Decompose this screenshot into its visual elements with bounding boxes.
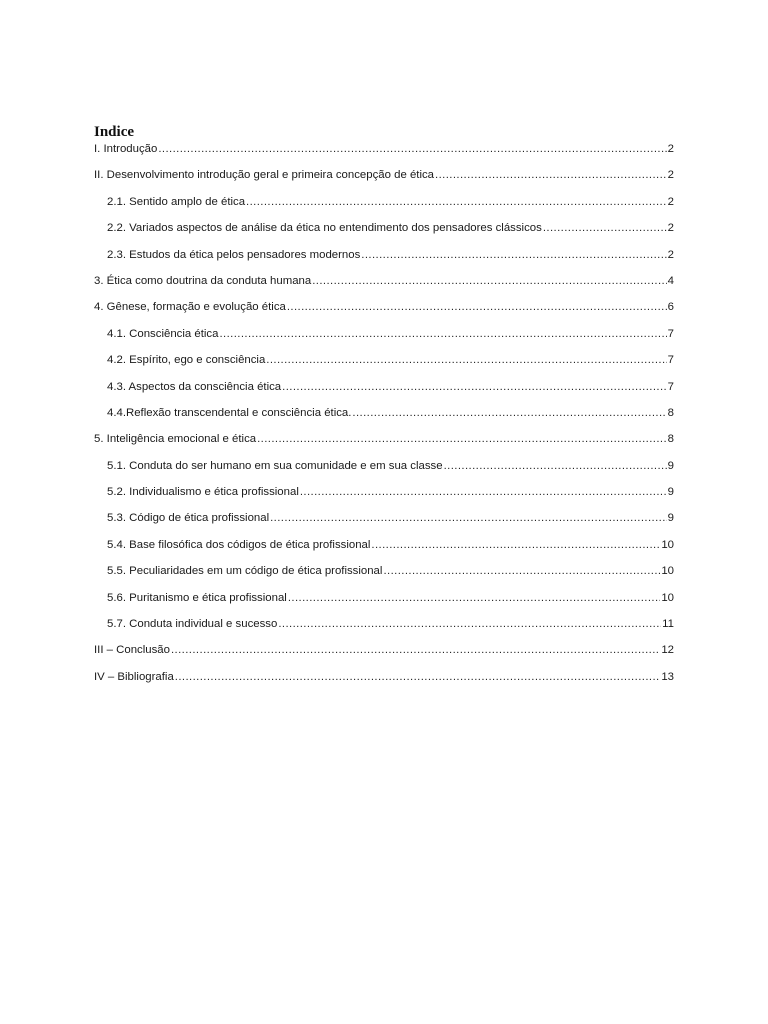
dot-leader: [543, 222, 667, 234]
dot-leader: [435, 169, 667, 181]
dot-leader: [300, 486, 667, 498]
toc-entry-page-number: 10: [661, 565, 674, 578]
dot-leader: [282, 381, 667, 393]
toc-entry-label: 4.1. Consciência ética: [107, 327, 219, 340]
toc-entry-page-number: 6: [667, 301, 674, 314]
toc-entry-label: I. Introdução: [94, 143, 158, 155]
toc-entry[interactable]: [94, 381, 674, 407]
toc-entry-page-number: 2: [667, 169, 674, 182]
toc-entry-label: 5.3. Código de ética profissional: [107, 512, 270, 525]
toc-entry-page-number: 9: [667, 459, 674, 472]
toc-entry[interactable]: [94, 196, 674, 222]
toc-entry-page-number: 12: [661, 644, 674, 657]
dot-leader: [246, 196, 667, 208]
dot-leader: [312, 275, 666, 287]
toc-entry[interactable]: [94, 460, 674, 486]
toc-entry-page-number: 7: [667, 380, 674, 393]
toc-entry[interactable]: [94, 433, 674, 459]
dot-leader: [175, 671, 661, 683]
toc-entry-page-number: 10: [661, 591, 674, 604]
toc-entry-page-number: 9: [667, 512, 674, 525]
toc-entry[interactable]: [94, 143, 674, 169]
toc-entry[interactable]: [94, 539, 674, 565]
dot-leader: [270, 512, 667, 524]
table-of-contents: [94, 143, 674, 697]
toc-entry[interactable]: [94, 169, 674, 195]
toc-entry[interactable]: [94, 407, 674, 433]
dot-leader: [158, 143, 666, 155]
toc-entry[interactable]: [94, 328, 674, 354]
toc-entry[interactable]: [94, 301, 674, 327]
toc-entry-page-number: 4: [667, 274, 674, 287]
dot-leader: [371, 539, 660, 551]
toc-entry-page-number: 13: [661, 670, 674, 683]
toc-entry-label: 2.3. Estudos da ética pelos pensadores modernos: [107, 248, 361, 261]
toc-entry-label: 4.3. Aspectos da consciência ética: [107, 380, 282, 393]
toc-entry-label: 5.7. Conduta individual e sucesso: [107, 618, 278, 631]
toc-entry[interactable]: [94, 644, 674, 670]
toc-entry-page-number: 10: [661, 538, 674, 551]
dot-leader: [288, 592, 661, 604]
toc-entry-page-number: 11: [662, 618, 674, 631]
toc-entry-page-number: 2: [667, 248, 674, 261]
dot-leader: [266, 354, 666, 366]
dot-leader: [361, 249, 666, 261]
toc-entry[interactable]: [94, 592, 674, 618]
toc-entry-label: 3. Ética como doutrina da conduta humana: [94, 274, 312, 287]
dot-leader: [171, 644, 660, 656]
toc-entry-label: 5.6. Puritanismo e ética profissional: [107, 591, 287, 604]
toc-entry[interactable]: [94, 512, 674, 538]
dot-leader: [352, 407, 666, 419]
toc-entry-page-number: 2: [667, 222, 674, 235]
toc-entry-page-number: 7: [667, 327, 674, 340]
toc-entry[interactable]: [94, 671, 674, 697]
toc-entry-label: III – Conclusão: [94, 644, 170, 657]
toc-entry-label: 5.5. Peculiaridades em um código de ética profissional: [107, 565, 383, 578]
toc-entry[interactable]: [94, 249, 674, 275]
toc-entry[interactable]: [94, 565, 674, 591]
dot-leader: [383, 565, 660, 577]
toc-entry-label: 5. Inteligência emocional e ética: [94, 433, 257, 446]
dot-leader: [278, 618, 661, 630]
toc-entry-page-number: 2: [667, 195, 674, 208]
toc-entry-label: 2.1. Sentido amplo de ética: [107, 195, 246, 208]
toc-entry-page-number: 8: [667, 433, 674, 446]
toc-entry-label: 4.2. Espírito, ego e consciência: [107, 354, 266, 367]
toc-entry-label: II. Desenvolvimento introdução geral e primeira concepção de ética: [94, 169, 435, 182]
toc-entry-label: 4.4.Reflexão transcendental e consciência ética.: [107, 406, 352, 419]
toc-entry-page-number: 8: [667, 406, 674, 419]
toc-entry[interactable]: [94, 354, 674, 380]
page-title: Indice: [94, 124, 135, 140]
dot-leader: [257, 433, 667, 445]
toc-entry-label: 4. Gênese, formação e evolução ética: [94, 301, 286, 314]
dot-leader: [219, 328, 666, 340]
toc-entry[interactable]: [94, 222, 674, 248]
toc-entry-label: 5.1. Conduta do ser humano em sua comunidade e em sua classe: [107, 459, 443, 472]
dot-leader: [287, 301, 667, 313]
toc-entry-page-number: 9: [667, 486, 674, 499]
toc-entry[interactable]: [94, 486, 674, 512]
toc-entry-page-number: 2: [667, 143, 674, 155]
toc-entry-page-number: 7: [667, 354, 674, 367]
toc-entry-label: 5.4. Base filosófica dos códigos de ética profissional: [107, 538, 371, 551]
toc-entry-label: 5.2. Individualismo e ética profissional: [107, 486, 299, 499]
toc-entry-label: IV – Bibliografia: [94, 670, 174, 683]
dot-leader: [444, 460, 667, 472]
document-page: [94, 123, 674, 697]
toc-entry[interactable]: [94, 618, 674, 644]
toc-entry[interactable]: [94, 275, 674, 301]
toc-entry-label: 2.2. Variados aspectos de análise da ética no entendimento dos pensadores clássicos: [107, 222, 542, 235]
